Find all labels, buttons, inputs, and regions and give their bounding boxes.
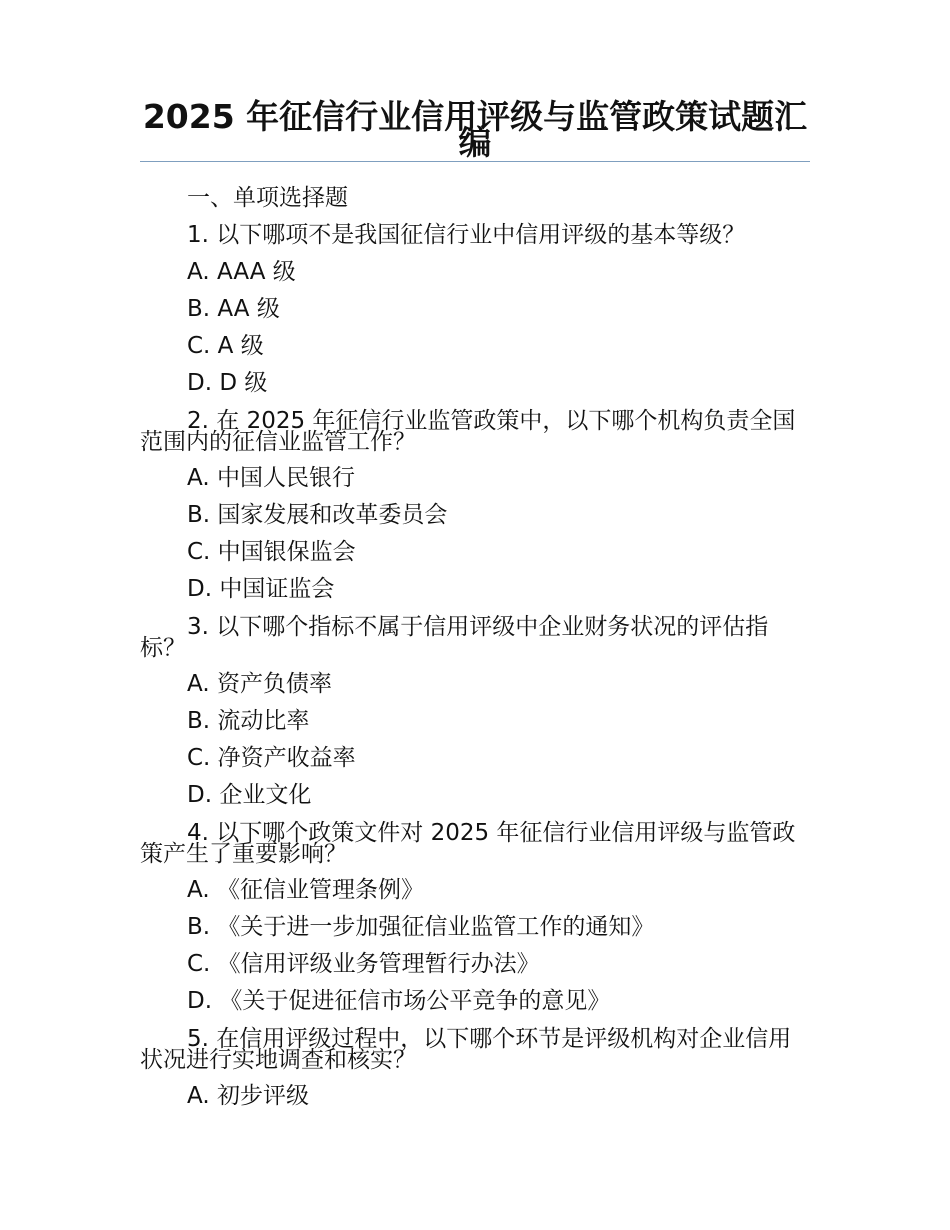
question-1 <box>140 217 810 402</box>
option-d: D. D 级 <box>187 370 268 396</box>
option-b: B. 国家发展和改革委员会 <box>187 502 448 528</box>
question-3 <box>140 608 810 814</box>
option-b: B. AA 级 <box>187 296 280 322</box>
question-4 <box>140 814 810 1020</box>
option-c: C. 净资产收益率 <box>187 745 356 771</box>
option-a: A. 初步评级 <box>187 1083 309 1109</box>
question-2 <box>140 402 810 608</box>
option-b: B. 《关于进一步加强征信业监管工作的通知》 <box>187 914 655 940</box>
option-c: C. A 级 <box>187 333 264 359</box>
option-d: D. 企业文化 <box>187 782 312 808</box>
section-heading: 一、单项选择题 <box>187 185 348 211</box>
option-c: C. 中国银保监会 <box>187 539 356 565</box>
option-a: A. 资产负债率 <box>187 671 332 697</box>
option-d: D. 中国证监会 <box>187 576 335 602</box>
question-text: 1. 以下哪项不是我国征信行业中信用评级的基本等级？ <box>187 222 746 248</box>
title-underline <box>140 161 810 162</box>
question-text: 4. 以下哪个政策文件对 2025 年征信行业信用评级与监管政策产生了重要影响？ <box>140 820 796 867</box>
question-text: 5. 在信用评级过程中，以下哪个环节是评级机构对企业信用状况进行实地调查和核实？ <box>140 1026 792 1073</box>
option-a: A. 《征信业管理条例》 <box>187 877 424 903</box>
document-body <box>140 180 810 1115</box>
option-d: D. 《关于促进征信市场公平竞争的意见》 <box>187 988 611 1014</box>
option-b: B. 流动比率 <box>187 708 310 734</box>
document-title: 2025 年征信行业信用评级与监管政策试题汇编 <box>142 97 808 162</box>
option-c: C. 《信用评级业务管理暂行办法》 <box>187 951 540 977</box>
option-a: A. AAA 级 <box>187 259 296 285</box>
question-text: 2. 在 2025 年征信行业监管政策中，以下哪个机构负责全国范围内的征信业监管工作？ <box>140 408 796 455</box>
question-5 <box>140 1020 810 1115</box>
option-a: A. 中国人民银行 <box>187 465 355 491</box>
question-text: 3. 以下哪个指标不属于信用评级中企业财务状况的评估指标？ <box>140 614 769 661</box>
